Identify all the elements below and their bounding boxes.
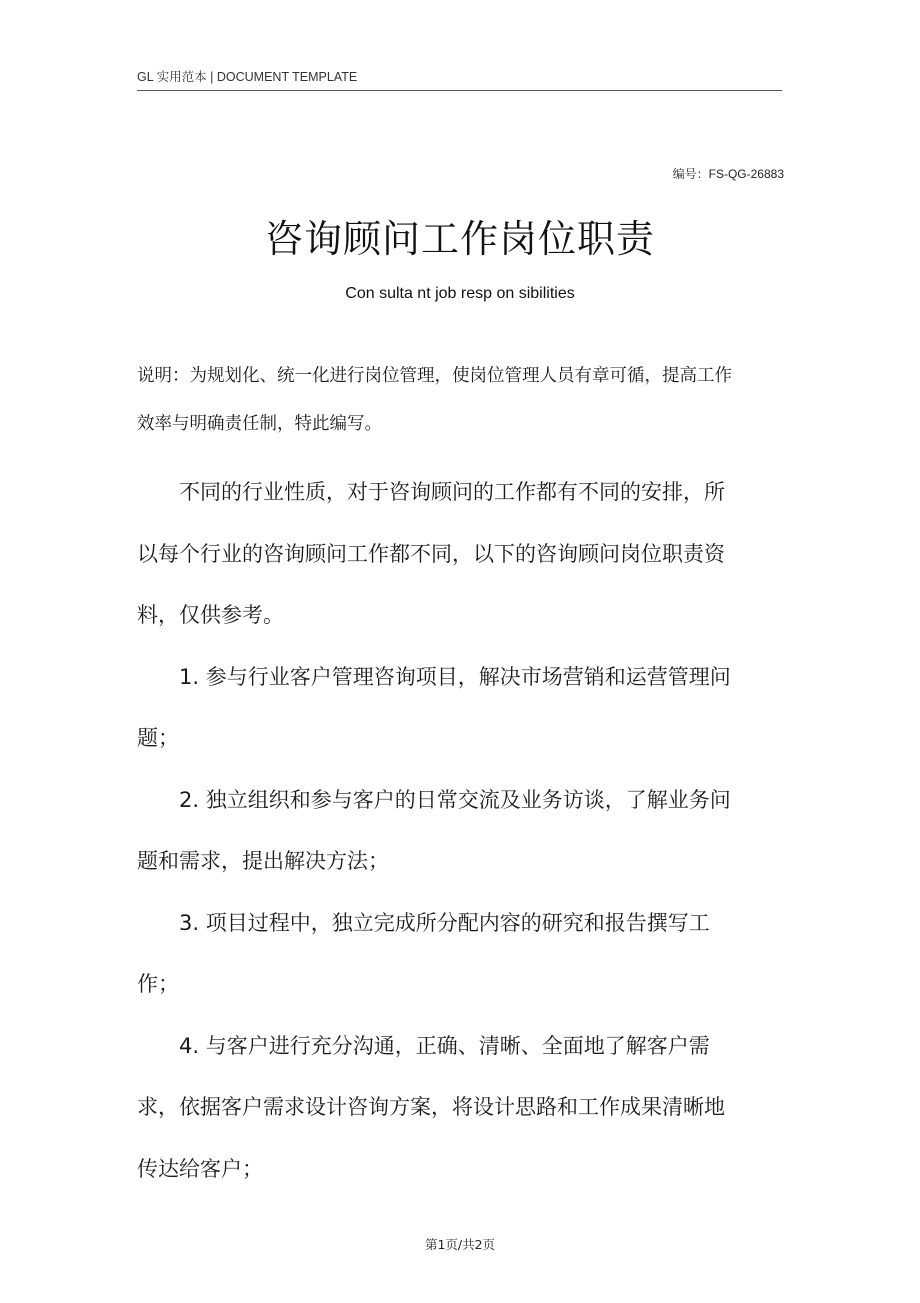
document-subtitle: Con sulta nt job resp on sibilities — [345, 285, 575, 302]
document-number: 编号：FS-QG-26883 — [672, 167, 784, 181]
page-header — [137, 68, 782, 91]
duty-item: 2. 独立组织和参与客户的日常交流及业务访谈，了解业务问题和需求，提出解决方法； — [137, 787, 731, 873]
duty-item: 3. 项目过程中，独立完成所分配内容的研究和报告撰写工作； — [137, 910, 710, 996]
explanation-note: 说明：为规划化、统一化进行岗位管理，使岗位管理人员有章可循，提高工作效率与明确责任制，特此编写。 — [137, 366, 732, 434]
intro-paragraph: 不同的行业性质，对于咨询顾问的工作都有不同的安排，所以每个行业的咨询顾问工作都不同，以下的咨询顾问岗位职责资料，仅供参考。 — [137, 480, 725, 627]
header-text: GL 实用范本 | DOCUMENT TEMPLATE — [137, 70, 358, 84]
duty-item: 1. 参与行业客户管理咨询项目，解决市场营销和运营管理问题； — [137, 664, 731, 750]
duty-item: 4. 与客户进行充分沟通，正确、清晰、全面地了解客户需求，依据客户需求设计咨询方案，将设计思路和工作成果清晰地传达给客户； — [137, 1033, 725, 1181]
document-title: 咨询顾问工作岗位职责 — [264, 217, 655, 261]
page-footer: 第1页/共2页 — [424, 1237, 496, 1252]
document-body — [137, 462, 737, 1200]
